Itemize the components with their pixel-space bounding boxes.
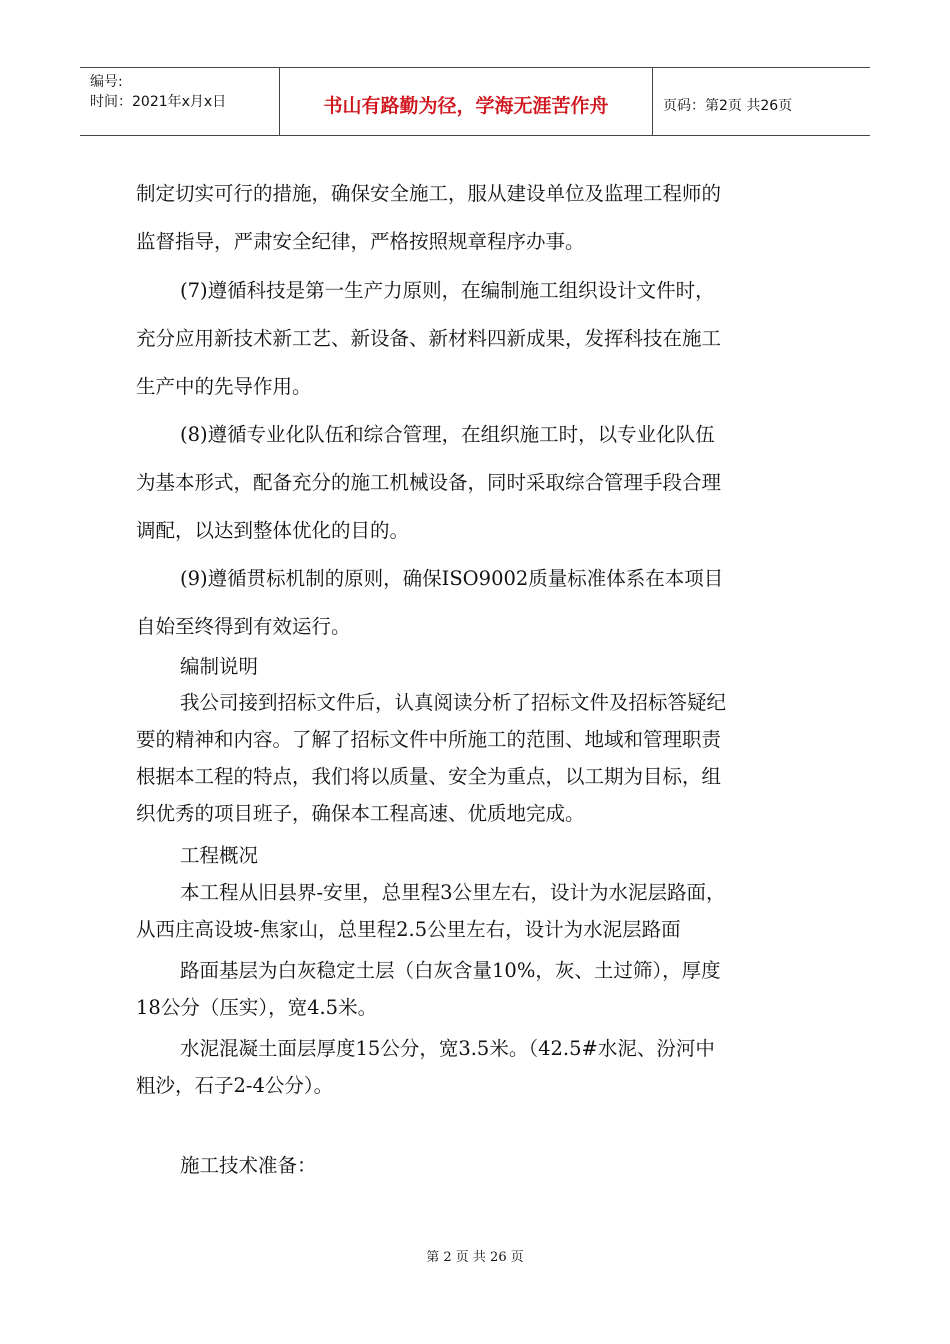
body-line: (7)遵循科技是第一生产力原则，在编制施工组织设计文件时， — [180, 279, 715, 302]
body-line: 充分应用新技术新工艺、新设备、新材料四新成果，发挥科技在施工 — [136, 327, 722, 350]
body-line: 织优秀的项目班子，确保本工程高速、优质地完成。 — [136, 802, 585, 825]
body-line: 从西庄高设坡-焦家山，总里程2.5公里左右，设计为水泥层路面 — [136, 918, 681, 941]
header-motto: 书山有路勤为径，学海无涯苦作舟 — [280, 68, 653, 135]
body-line: 我公司接到招标文件后，认真阅读分析了招标文件及招标答疑纪 — [180, 691, 727, 714]
doc-number-label: 编号: — [90, 74, 123, 90]
body-line: 制定切实可行的措施，确保安全施工，服从建设单位及监理工程师的 — [136, 182, 722, 205]
body-line: 水泥混凝土面层厚度15公分，宽3.5米。（42.5#水泥、汾河中 — [180, 1037, 715, 1060]
body-line: 自始至终得到有效运行。 — [136, 615, 351, 638]
body-line: 要的精神和内容。了解了招标文件中所施工的范围、地域和管理职责 — [136, 728, 722, 751]
body-line: 调配，以达到整体优化的目的。 — [136, 519, 410, 542]
body-line: (9)遵循贯标机制的原则，确保ISO9002质量标准体系在本项目 — [180, 567, 724, 590]
body-line: 本工程从旧县界-安里，总里程3公里左右，设计为水泥层路面， — [180, 881, 726, 904]
body-line: 18公分（压实），宽4.5米。 — [136, 996, 378, 1019]
doc-time-label: 时间：2021年x月x日 — [90, 94, 227, 110]
body-line: 生产中的先导作用。 — [136, 375, 312, 398]
section-heading: 工程概况 — [180, 844, 259, 867]
header-meta — [80, 68, 280, 135]
body-line: 监督指导，严肃安全纪律，严格按照规章程序办事。 — [136, 230, 585, 253]
body-line: 粗沙，石子2-4公分）。 — [136, 1074, 334, 1097]
page-footer: 第 2 页 共 26 页 — [426, 1250, 524, 1265]
body-line: (8)遵循专业化队伍和综合管理，在组织施工时，以专业化队伍 — [180, 423, 715, 446]
page-header — [80, 67, 870, 136]
section-heading: 施工技术准备： — [180, 1154, 317, 1177]
header-page-info: 页码：第2页 共26页 — [663, 97, 793, 114]
body-line: 根据本工程的特点，我们将以质量、安全为重点，以工期为目标，组 — [136, 765, 722, 788]
body-line: 路面基层为白灰稳定土层（白灰含量10%，灰、土过筛），厚度 — [180, 959, 721, 982]
section-heading: 编制说明 — [180, 655, 259, 678]
body-line: 为基本形式，配备充分的施工机械设备，同时采取综合管理手段合理 — [136, 471, 722, 494]
